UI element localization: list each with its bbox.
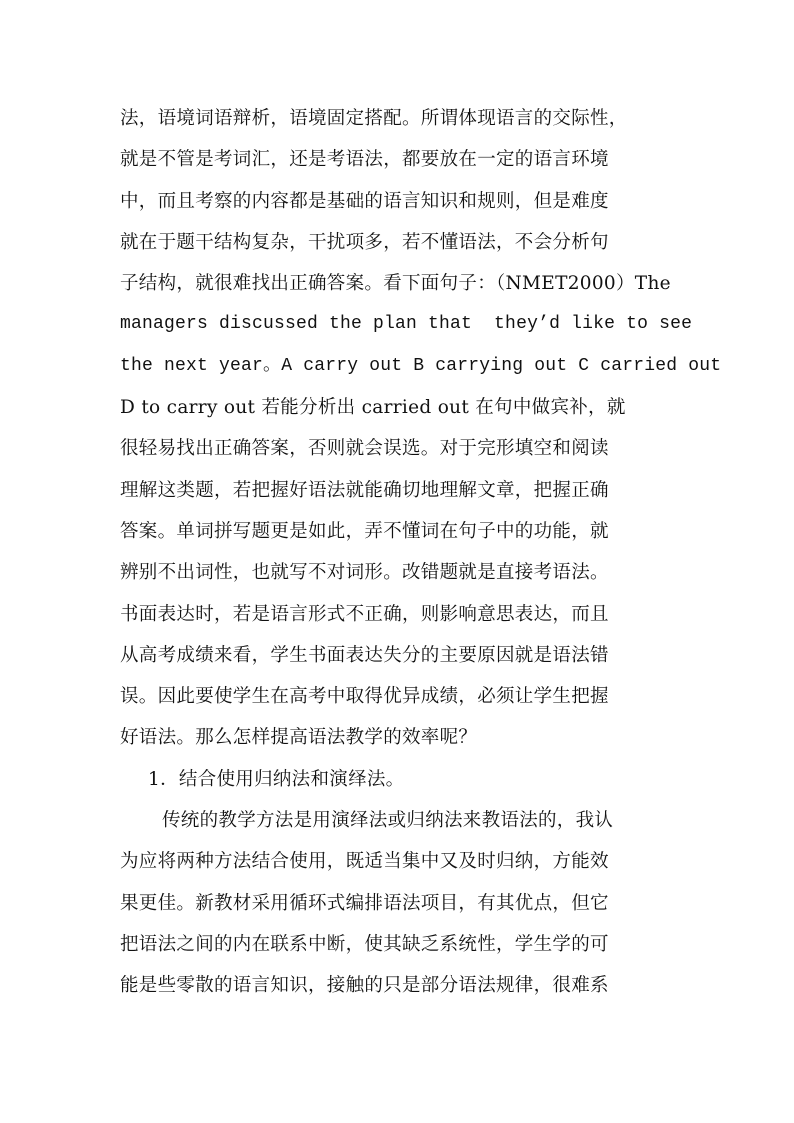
text-line: 子结构，就很难找出正确答案。看下面句子：（NMET2000）The [120,273,671,295]
text-line: 理解这类题，若把握好语法就能确切地理解文章，把握正确 [120,479,609,501]
section-heading: 1．结合使用归纳法和演绎法。 [148,768,405,790]
body-text [120,98,720,1007]
text-line: D to carry out 若能分析出 carried out 在句中做宾补，就 [120,397,626,419]
text-line: the next year。A carry out B carrying out C carried out [120,355,722,376]
text-line: 把语法之间的内在联系中断，使其缺乏系统性，学生学的可 [120,933,609,955]
text-line: 法，语境词语辩析，语境固定搭配。所谓体现语言的交际性， [120,108,628,129]
text-line: managers discussed the plan that they’d like to see [120,314,693,335]
paragraph-first-line: 传统的教学方法是用演绎法或归纳法来教语法的，我认 [162,810,614,832]
text-line: 很轻易找出正确答案，否则就会误选。对于完形填空和阅读 [120,438,609,460]
text-line: 果更佳。新教材采用循环式编排语法项目，有其优点，但它 [120,892,609,914]
text-line: 从高考成绩来看，学生书面表达失分的主要原因就是语法错 [120,644,609,666]
text-line: 答案。单词拼写题更是如此，弄不懂词在句子中的功能，就 [120,520,609,542]
text-line: 能是些零散的语言知识，接触的只是部分语法规律，很难系 [120,975,609,997]
text-line: 就在于题干结构复杂，干扰项多，若不懂语法，不会分析句 [120,231,609,253]
text-line: 辨别不出词性，也就写不对词形。改错题就是直接考语法。 [120,562,609,584]
text-line: 就是不管是考词汇，还是考语法，都要放在一定的语言环境 [120,149,609,171]
text-line: 好语法。那么怎样提高语法教学的效率呢？ [120,727,478,749]
text-line: 中，而且考察的内容都是基础的语言知识和规则，但是难度 [120,190,609,212]
text-line: 书面表达时，若是语言形式不正确，则影响意思表达，而且 [120,603,609,625]
text-line: 为应将两种方法结合使用，既适当集中又及时归纳，方能效 [120,851,609,873]
text-line: 误。因此要使学生在高考中取得优异成绩，必须让学生把握 [120,686,609,708]
